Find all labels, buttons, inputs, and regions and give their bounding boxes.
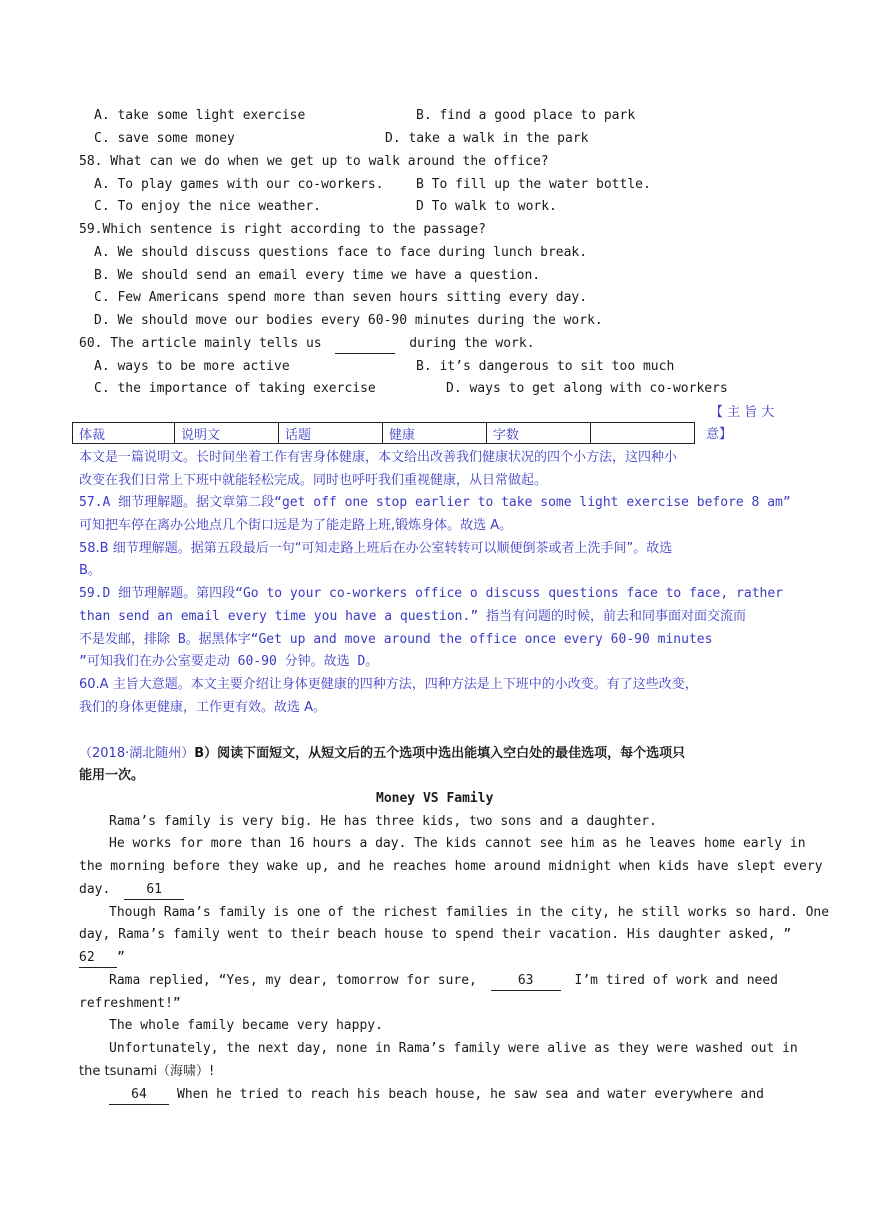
passage-para-2-line-2: the morning before they wake up, and he reaches home around midnight when kids have slept every xyxy=(79,859,823,874)
passage-para-3-line-1: Though Rama’s family is one of the richest families in the city, he still works so hard. One xyxy=(109,905,830,920)
q59-option-a: A. We should discuss questions face to face during lunch break. xyxy=(94,245,588,260)
passage-para-4-mid: I’m tired of work and need xyxy=(574,973,779,988)
answer-60-line-1: 60.A 主旨大意题。本文主要介绍让身体更健康的四种方法，四种方法是上下班中的小改变。有了这些改变， xyxy=(79,677,698,692)
passage-para-2-line-3 xyxy=(79,881,184,900)
q60-blank xyxy=(335,335,395,354)
q58-option-d: D To walk to work. xyxy=(416,199,557,214)
word-count-value-cell xyxy=(591,423,695,444)
q60-option-d: D. ways to get along with co-workers xyxy=(446,381,728,396)
answer-60-line-2: 我们的身体更健康，工作更有效。故选 A。 xyxy=(79,700,327,715)
q59-option-d: D. We should move our bodies every 60-90 minutes during the work. xyxy=(94,313,603,328)
q59-option-b: B. We should send an email every time we have a question. xyxy=(94,268,541,283)
q57-option-c: C. save some money xyxy=(94,131,235,146)
q59-stem: 59.Which sentence is right according to the passage? xyxy=(79,222,486,237)
section-b-instruction-cont: 能用一次。 xyxy=(79,768,145,783)
q58-option-a: A. To play games with our co-workers. xyxy=(94,177,384,192)
genre-label-cell: 体裁 xyxy=(73,423,175,444)
topic-value-cell: 健康 xyxy=(383,423,487,444)
article-info-table xyxy=(72,422,695,444)
word-count-label-cell: 字数 xyxy=(487,423,591,444)
passage-para-2-end: day. xyxy=(79,882,111,897)
topic-label-cell: 话题 xyxy=(279,423,383,444)
passage-para-7-text: When he tried to reach his beach house, he saw sea and water everywhere and xyxy=(177,1087,764,1102)
q59-option-c: C. Few Americans spend more than seven hours sitting every day. xyxy=(94,290,588,305)
blank-63: 63 xyxy=(491,972,561,991)
section-b-instruction xyxy=(79,745,685,763)
passage-para-3-end: ” xyxy=(117,950,125,965)
q60-option-c: C. the importance of taking exercise xyxy=(94,381,376,396)
passage-para-3-line-2: day, Rama’s family went to their beach house to spend their vacation. His daughter asked, ” xyxy=(79,927,792,942)
q58-stem: 58. What can we do when we get up to walk around the office? xyxy=(79,154,549,169)
blank-61: 61 xyxy=(124,881,184,900)
summary-line-2: 改变在我们日常上下班中就能轻松完成。同时也呼吁我们重视健康，从日常做起。 xyxy=(79,473,548,488)
q60-option-a: A. ways to be more active xyxy=(94,359,290,374)
q60-stem xyxy=(79,335,535,354)
passage-para-5: The whole family became very happy. xyxy=(109,1018,383,1033)
answer-59-line-3: 不是发邮，排除 B。据黑体字“Get up and move around the office once every 60-90 minutes xyxy=(79,632,713,647)
answer-57-line-1: 57.A 细节理解题。据文章第二段“get off one stop earlier to take some light exercise before 8 am” xyxy=(79,495,791,510)
q60-stem-post: during the work. xyxy=(409,336,535,351)
q58-option-c: C. To enjoy the nice weather. xyxy=(94,199,321,214)
passage-para-6-line-2: the tsunami（海啸）! xyxy=(79,1064,215,1079)
blank-62: 62 xyxy=(79,949,117,968)
main-idea-label: 【 主 旨 大 xyxy=(710,405,775,420)
section-b-source: （2018·湖北随州） xyxy=(79,746,195,761)
passage-para-4-line-2: refreshment!” xyxy=(79,996,181,1011)
passage-para-4-start: Rama replied, “Yes, my dear, tomorrow for sure, xyxy=(109,973,477,988)
passage-para-7 xyxy=(109,1086,764,1105)
summary-line-1: 本文是一篇说明文。长时间坐着工作有害身体健康，本文给出改善我们健康状况的四个小方法，这四种小 xyxy=(79,450,678,465)
passage-para-1: Rama’s family is very big. He has three kids, two sons and a daughter. xyxy=(109,814,657,829)
q57-option-a: A. take some light exercise xyxy=(94,108,306,123)
main-idea-label-cont: 意】 xyxy=(706,427,733,442)
q57-option-d: D. take a walk in the park xyxy=(385,131,589,146)
genre-value-cell: 说明文 xyxy=(175,423,279,444)
section-b-instruction-text: B）阅读下面短文，从短文后的五个选项中选出能填入空白处的最佳选项，每个选项只 xyxy=(194,746,686,761)
passage-para-2-line-1: He works for more than 16 hours a day. The kids cannot see him as he leaves home early in xyxy=(109,836,806,851)
answer-59-line-1: 59.D 细节理解题。第四段“Go to your co-workers office o discuss questions face to face, rather xyxy=(79,586,783,601)
answer-58-line-1: 58.B 细节理解题。据第五段最后一句“可知走路上班后在办公室转转可以顺便倒茶或者上洗手间”。故选 xyxy=(79,541,673,556)
passage-para-4-line-1 xyxy=(109,972,778,991)
blank-64: 64 xyxy=(109,1086,169,1105)
passage-para-3-line-3 xyxy=(79,949,125,968)
q60-stem-pre: 60. The article mainly tells us xyxy=(79,336,322,351)
answer-58-line-2: B。 xyxy=(79,563,101,578)
answer-59-line-4: ”可知我们在办公室要走动 60-90 分钟。故选 D。 xyxy=(79,654,379,669)
q58-option-b: B To fill up the water bottle. xyxy=(416,177,651,192)
q57-option-b: B. find a good place to park xyxy=(416,108,636,123)
answer-59-line-2: than send an email every time you have a question.” 指当有问题的时候，前去和同事面对面交流而 xyxy=(79,609,746,624)
passage-para-6-line-1: Unfortunately, the next day, none in Rama’s family were alive as they were washed out in xyxy=(109,1041,798,1056)
q60-option-b: B. it’s dangerous to sit too much xyxy=(416,359,675,374)
passage-title: Money VS Family xyxy=(376,791,494,806)
answer-57-line-2: 可知把车停在离办公地点几个街口远是为了能走路上班,锻炼身体。故选 A。 xyxy=(79,518,513,533)
